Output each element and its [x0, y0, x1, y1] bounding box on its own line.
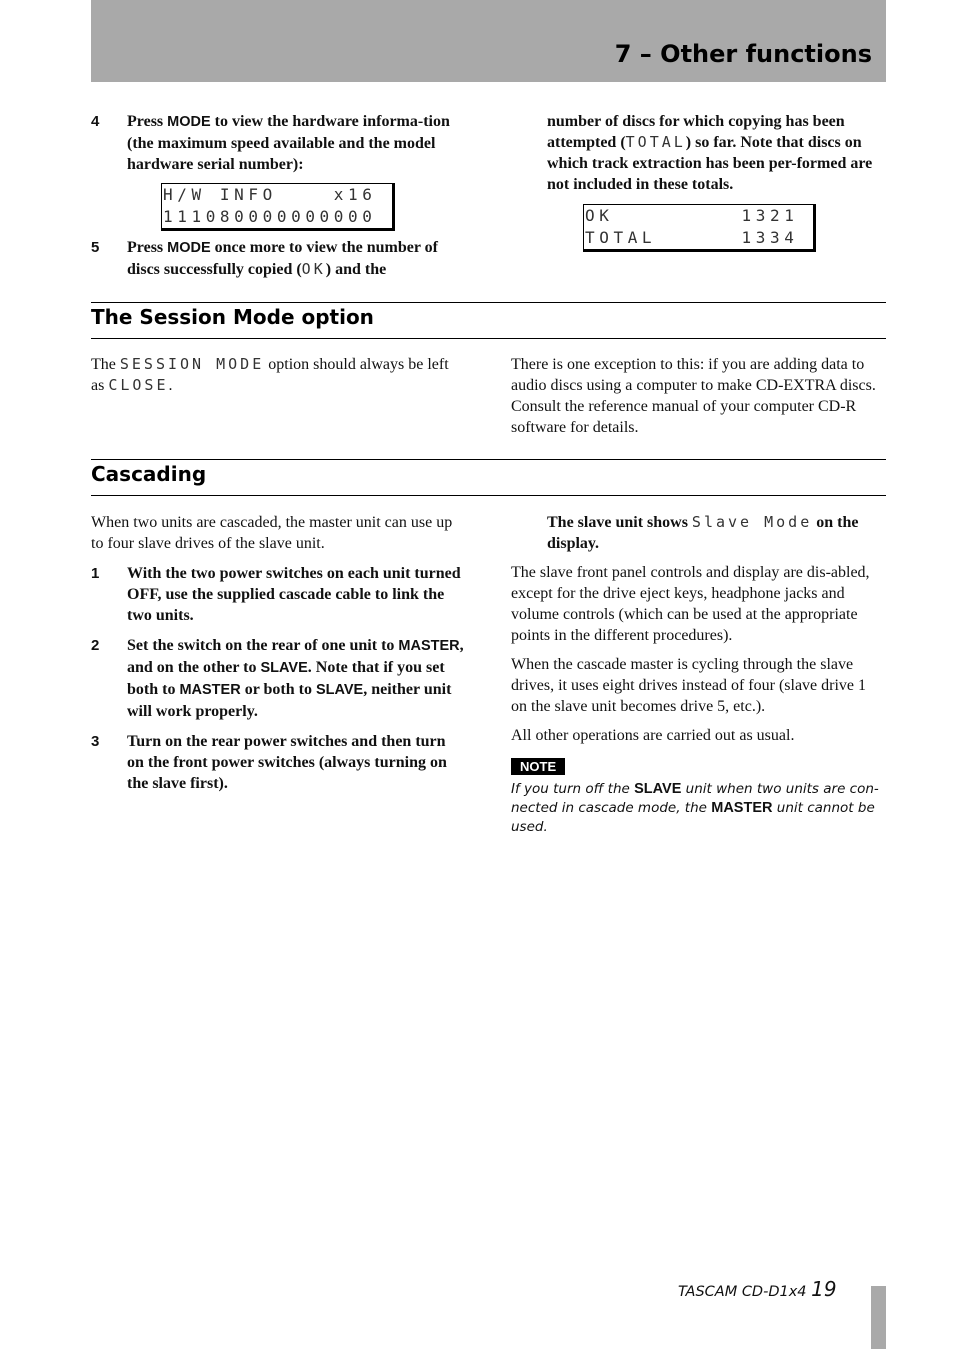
unit-label-slave: SLAVE: [634, 781, 682, 797]
lcd-inline-text: Slave Mode: [691, 513, 813, 531]
step-number: 2: [91, 637, 100, 654]
lcd-hardware-info: [161, 183, 395, 231]
lcd-line: 111080000000000: [163, 207, 377, 226]
mode-key: MODE: [167, 240, 211, 256]
lcd-inline-text: OK: [301, 260, 326, 278]
session-right-paragraph: There is one exception to this: if you are adding data to audio discs using a computer to make CD-EXTRA discs. Consult the reference manual of your computer CD-R software for details.: [511, 356, 876, 436]
cascading-right-column: [511, 512, 886, 837]
step-number: 1: [91, 565, 100, 582]
chapter-header-bar: [91, 0, 886, 82]
mode-key: MODE: [167, 114, 211, 130]
step-4: 4 Press MODE to view the hardware informa-tion (the maximum speed available and the model hardware serial number):: [91, 113, 450, 173]
paragraph: The slave front panel controls and display are dis-abled, except for the drive eject keys, headphone jacks and volume controls (which can be used at the appropriate points in the different procedures).: [511, 564, 870, 644]
switch-label-slave: SLAVE: [315, 682, 364, 698]
lcd-disc-counts: [583, 204, 816, 252]
switch-label-master: MASTER: [398, 638, 460, 654]
section-heading-session-mode: The Session Mode option: [91, 305, 374, 329]
section-rule: [91, 459, 886, 460]
note-box: [511, 758, 886, 837]
page-number: 19: [811, 1277, 837, 1301]
step-5: 5 Press MODE once more to view the number of discs successfully copied (OK) and the: [91, 239, 439, 278]
step-number: 5: [91, 239, 100, 256]
note-text: If you turn off the SLAVE unit when two units are con-nected in cascade mode, the MASTER unit cannot be used.: [511, 781, 879, 835]
section-rule: [91, 338, 886, 339]
step-1: 1 With the two power switches on each unit turned OFF, use the supplied cascade cable to link the two units.: [91, 565, 461, 624]
switch-label-slave: SLAVE: [260, 660, 308, 676]
note-badge: NOTE: [511, 758, 565, 775]
page-footer: [678, 1277, 837, 1301]
section-rule: [91, 302, 886, 303]
lcd-inline-text: TOTAL: [625, 133, 686, 151]
top-left-column: [91, 111, 463, 175]
step-3: 3 Turn on the rear power switches and then turn on the front power switches (always turning on the slave first).: [91, 733, 447, 792]
footer-brand: TASCAM CD-D1x4: [678, 1284, 807, 1300]
lcd-inline-text: SESSION MODE: [119, 355, 265, 373]
session-left-paragraph: The SESSION MODE option should always be left as CLOSE.: [91, 355, 449, 394]
cascading-intro: When two units are cascaded, the master unit can use up to four slave drives of the slave unit.: [91, 514, 453, 552]
top-left-column-lower: [91, 237, 463, 280]
paragraph: All other operations are carried out as usual.: [511, 727, 795, 744]
top-right-column: [547, 111, 886, 195]
unit-label-master: MASTER: [711, 800, 773, 816]
step-number: 3: [91, 733, 100, 750]
chapter-title: 7 – Other functions: [614, 40, 872, 68]
cascading-left-column: [91, 512, 465, 794]
step-5-continued: number of discs for which copying has been attempted (TOTAL) so far. Note that discs on which track extraction has been per-formed are not included in these totals.: [547, 113, 873, 193]
step-number: 4: [91, 113, 100, 130]
lcd-line: H/W INFO x16: [163, 185, 377, 204]
lcd-inline-text: CLOSE: [108, 376, 169, 394]
step-2: 2 Set the switch on the rear of one unit to MASTER, and on the other to SLAVE. Note that if you set both to MASTER or both to SLAVE, neither unit will work properly.: [91, 637, 464, 720]
paragraph: When the cascade master is cycling through the slave drives, it uses eight drives instead of four (slave drive 1 on the slave unit becomes drive 5, etc.).: [511, 656, 867, 715]
lcd-line: OK 1321: [585, 206, 799, 225]
slave-display-result: The slave unit shows Slave Mode on the display.: [547, 513, 859, 552]
switch-label-master: MASTER: [179, 682, 241, 698]
section-heading-cascading: Cascading: [91, 462, 207, 486]
section-rule: [91, 495, 886, 496]
lcd-line: TOTAL 1334: [585, 228, 799, 247]
page-edge-tab: [871, 1286, 886, 1349]
